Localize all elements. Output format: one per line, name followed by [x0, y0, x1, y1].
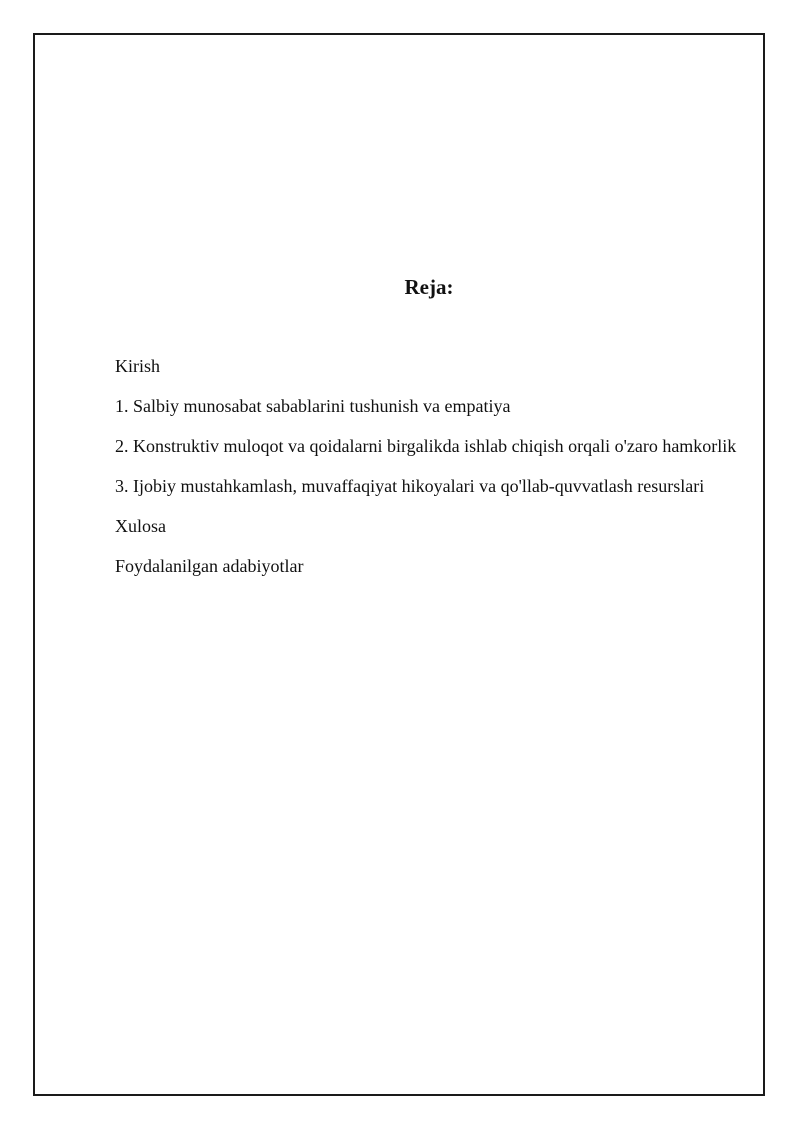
plan-item-references: Foydalanilgan adabiyotlar — [115, 556, 304, 576]
plan-item-2: 2. Konstruktiv muloqot va qoidalarni birgalikda ishlab chiqish orqali o'zaro hamkorlik — [115, 436, 737, 456]
plan-item-1: 1. Salbiy munosabat sabablarini tushunish va empatiya — [115, 396, 511, 416]
plan-item-introduction: Kirish — [115, 356, 160, 376]
plan-item-conclusion: Xulosa — [115, 516, 166, 536]
plan-item-3: 3. Ijobiy mustahkamlash, muvaffaqiyat hikoyalari va qo'llab-quvvatlash resurslari — [115, 476, 705, 496]
plan-list — [115, 350, 745, 590]
page-title: Reja: — [404, 275, 454, 299]
